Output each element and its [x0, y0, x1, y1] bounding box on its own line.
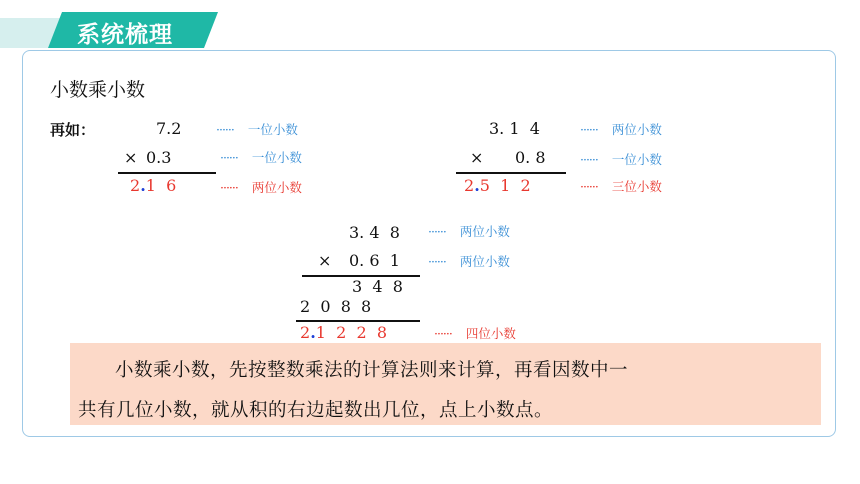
annotation: ······ 两位小数 — [428, 254, 510, 269]
multiplicand: 3. 1 4 — [489, 119, 540, 138]
product: 2.1 2 2 8 — [300, 323, 387, 342]
summary-line-1: 小数乘小数，先按整数乘法的计算法则来计算，再看因数中一 — [115, 360, 629, 381]
example-label: 再如： — [50, 121, 96, 139]
annotation: ······ 一位小数 — [216, 122, 298, 137]
multiplier: 0.3 — [146, 148, 172, 167]
summary-line-2: 共有几位小数，就从积的右边起数出几位，点上小数点。 — [78, 400, 554, 421]
annotation: ······ 一位小数 — [220, 150, 302, 165]
annotation: ······ 两位小数 — [428, 224, 510, 239]
multiplier: 0. 6 1 — [349, 251, 400, 270]
partial-product: 3 4 8 — [352, 277, 403, 296]
annotation: ······ 两位小数 — [580, 122, 662, 137]
annotation: ······ 两位小数 — [220, 180, 302, 195]
decimal-point: . — [474, 176, 480, 195]
multiply-sign: × — [318, 251, 332, 270]
multiplicand: 3. 4 8 — [349, 223, 400, 242]
multiplier: 0. 8 — [515, 148, 546, 167]
section-heading: 小数乘小数 — [50, 79, 146, 101]
summary-box — [70, 343, 821, 425]
rule-line — [296, 320, 420, 322]
decimal-point: . — [140, 176, 146, 195]
multiply-sign: × — [124, 148, 138, 167]
product: 2.5 1 2 — [464, 176, 531, 195]
annotation: ······ 一位小数 — [580, 152, 662, 167]
rule-line — [456, 172, 566, 174]
annotation: ······ 四位小数 — [434, 326, 516, 341]
rule-line — [118, 172, 216, 174]
annotation: ······ 三位小数 — [580, 179, 662, 194]
banner-title: 系统梳理 — [77, 22, 173, 48]
multiplicand: 7.2 — [156, 119, 182, 138]
decimal-point: . — [310, 323, 316, 342]
product: 2.1 6 — [130, 176, 177, 195]
partial-product: 2 0 8 8 — [300, 297, 372, 316]
multiply-sign: × — [470, 148, 484, 167]
